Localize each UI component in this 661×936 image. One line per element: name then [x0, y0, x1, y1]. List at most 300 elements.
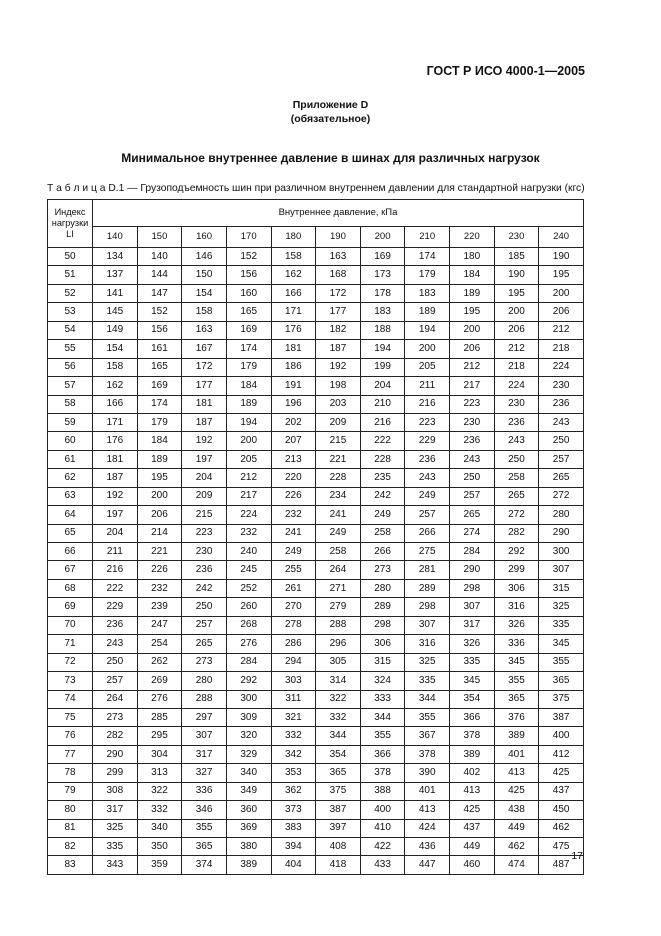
load-index-cell: 63 [48, 487, 93, 505]
load-value-cell: 249 [405, 487, 450, 505]
load-value-cell: 181 [93, 450, 138, 468]
load-value-cell: 230 [450, 413, 495, 431]
load-value-cell: 487 [539, 856, 584, 874]
load-value-cell: 437 [539, 782, 584, 800]
load-value-cell: 257 [405, 506, 450, 524]
load-value-cell: 258 [494, 469, 539, 487]
load-value-cell: 474 [494, 856, 539, 874]
load-value-cell: 294 [271, 653, 316, 671]
load-value-cell: 220 [271, 469, 316, 487]
load-value-cell: 196 [271, 395, 316, 413]
load-value-cell: 272 [539, 487, 584, 505]
load-value-cell: 205 [226, 450, 271, 468]
load-value-cell: 366 [450, 708, 495, 726]
load-value-cell: 257 [182, 616, 227, 634]
pressure-column-header: 220 [450, 227, 495, 248]
load-index-cell: 64 [48, 506, 93, 524]
load-value-cell: 206 [539, 303, 584, 321]
load-index-cell: 67 [48, 561, 93, 579]
load-value-cell: 400 [360, 801, 405, 819]
load-value-cell: 355 [539, 653, 584, 671]
load-value-cell: 389 [226, 856, 271, 874]
load-value-cell: 394 [271, 838, 316, 856]
load-index-cell: 51 [48, 266, 93, 284]
load-value-cell: 144 [137, 266, 182, 284]
load-value-cell: 184 [450, 266, 495, 284]
load-value-cell: 266 [405, 524, 450, 542]
load-value-cell: 168 [316, 266, 361, 284]
load-value-cell: 308 [93, 782, 138, 800]
load-index-cell: 70 [48, 616, 93, 634]
load-value-cell: 178 [360, 284, 405, 302]
load-value-cell: 449 [494, 819, 539, 837]
load-value-cell: 217 [450, 377, 495, 395]
load-value-cell: 176 [93, 432, 138, 450]
table-row [48, 266, 584, 284]
load-value-cell: 215 [316, 432, 361, 450]
load-value-cell: 177 [316, 303, 361, 321]
load-value-cell: 152 [226, 248, 271, 266]
load-value-cell: 257 [450, 487, 495, 505]
load-value-cell: 383 [271, 819, 316, 837]
load-value-cell: 224 [226, 506, 271, 524]
load-value-cell: 199 [360, 358, 405, 376]
load-value-cell: 232 [137, 579, 182, 597]
load-value-cell: 189 [405, 303, 450, 321]
load-value-cell: 367 [405, 727, 450, 745]
load-index-cell: 72 [48, 653, 93, 671]
load-value-cell: 200 [226, 432, 271, 450]
load-value-cell: 425 [539, 764, 584, 782]
load-value-cell: 230 [182, 543, 227, 561]
load-value-cell: 425 [494, 782, 539, 800]
load-value-cell: 284 [450, 543, 495, 561]
load-value-cell: 320 [226, 727, 271, 745]
load-value-cell: 309 [226, 708, 271, 726]
pressure-column-header: 170 [226, 227, 271, 248]
load-value-cell: 374 [182, 856, 227, 874]
load-value-cell: 260 [226, 598, 271, 616]
load-value-cell: 349 [226, 782, 271, 800]
load-value-cell: 332 [316, 708, 361, 726]
table-row [48, 450, 584, 468]
load-value-cell: 250 [93, 653, 138, 671]
table-row [48, 819, 584, 837]
load-value-cell: 242 [360, 487, 405, 505]
load-value-cell: 275 [405, 543, 450, 561]
table-row [48, 801, 584, 819]
load-value-cell: 154 [93, 340, 138, 358]
load-value-cell: 195 [494, 284, 539, 302]
load-value-cell: 425 [450, 801, 495, 819]
load-index-cell: 59 [48, 413, 93, 431]
load-value-cell: 216 [405, 395, 450, 413]
load-value-cell: 354 [450, 690, 495, 708]
load-value-cell: 314 [316, 672, 361, 690]
load-value-cell: 181 [182, 395, 227, 413]
load-value-cell: 250 [182, 598, 227, 616]
load-value-cell: 365 [494, 690, 539, 708]
load-value-cell: 289 [405, 579, 450, 597]
load-value-cell: 249 [360, 506, 405, 524]
load-value-cell: 292 [226, 672, 271, 690]
load-value-cell: 412 [539, 745, 584, 763]
load-value-cell: 321 [271, 708, 316, 726]
pressure-column-header: 140 [93, 227, 138, 248]
load-value-cell: 389 [450, 745, 495, 763]
load-value-cell: 236 [405, 450, 450, 468]
load-value-cell: 346 [182, 801, 227, 819]
load-value-cell: 243 [494, 432, 539, 450]
load-index-cell: 62 [48, 469, 93, 487]
load-value-cell: 177 [182, 377, 227, 395]
load-value-cell: 213 [271, 450, 316, 468]
load-index-cell: 82 [48, 838, 93, 856]
load-value-cell: 335 [405, 672, 450, 690]
load-value-cell: 307 [182, 727, 227, 745]
load-value-cell: 475 [539, 838, 584, 856]
load-value-cell: 184 [226, 377, 271, 395]
annex-title: Приложение D [292, 99, 369, 111]
load-value-cell: 378 [450, 727, 495, 745]
table-row [48, 579, 584, 597]
page-number: 17 [571, 850, 583, 862]
load-value-cell: 388 [360, 782, 405, 800]
load-value-cell: 307 [405, 616, 450, 634]
load-index-cell: 71 [48, 635, 93, 653]
table-row [48, 598, 584, 616]
load-value-cell: 174 [137, 395, 182, 413]
load-value-cell: 322 [137, 782, 182, 800]
load-value-cell: 270 [271, 598, 316, 616]
load-value-cell: 252 [226, 579, 271, 597]
load-value-cell: 276 [137, 690, 182, 708]
load-value-cell: 140 [137, 248, 182, 266]
load-value-cell: 228 [316, 469, 361, 487]
load-value-cell: 276 [226, 635, 271, 653]
load-value-cell: 290 [93, 745, 138, 763]
table-row [48, 377, 584, 395]
load-value-cell: 288 [316, 616, 361, 634]
load-value-cell: 298 [405, 598, 450, 616]
load-value-cell: 313 [137, 764, 182, 782]
load-value-cell: 207 [271, 432, 316, 450]
load-value-cell: 306 [494, 579, 539, 597]
load-value-cell: 265 [539, 469, 584, 487]
load-value-cell: 424 [405, 819, 450, 837]
load-value-cell: 436 [405, 838, 450, 856]
load-value-cell: 205 [405, 358, 450, 376]
load-value-cell: 204 [182, 469, 227, 487]
load-value-cell: 179 [137, 413, 182, 431]
load-value-cell: 298 [450, 579, 495, 597]
load-value-cell: 303 [271, 672, 316, 690]
load-value-cell: 174 [226, 340, 271, 358]
load-value-cell: 389 [494, 727, 539, 745]
load-value-cell: 166 [271, 284, 316, 302]
load-value-cell: 449 [450, 838, 495, 856]
load-value-cell: 229 [405, 432, 450, 450]
table-row [48, 358, 584, 376]
load-value-cell: 278 [271, 616, 316, 634]
load-value-cell: 249 [316, 524, 361, 542]
load-value-cell: 224 [539, 358, 584, 376]
load-value-cell: 292 [494, 543, 539, 561]
load-index-cell: 76 [48, 727, 93, 745]
load-value-cell: 250 [450, 469, 495, 487]
load-value-cell: 192 [93, 487, 138, 505]
annex-status: (обязательное) [290, 113, 371, 125]
load-value-cell: 353 [271, 764, 316, 782]
table-row [48, 432, 584, 450]
load-value-cell: 437 [450, 819, 495, 837]
load-value-cell: 413 [405, 801, 450, 819]
load-value-cell: 355 [494, 672, 539, 690]
load-value-cell: 336 [182, 782, 227, 800]
load-value-cell: 281 [405, 561, 450, 579]
load-value-cell: 316 [405, 635, 450, 653]
load-value-cell: 147 [137, 284, 182, 302]
load-value-cell: 345 [539, 635, 584, 653]
table-row [48, 321, 584, 339]
load-value-cell: 187 [93, 469, 138, 487]
load-value-cell: 284 [226, 653, 271, 671]
load-value-cell: 149 [93, 321, 138, 339]
load-value-cell: 282 [494, 524, 539, 542]
table-row [48, 635, 584, 653]
load-value-cell: 186 [271, 358, 316, 376]
load-value-cell: 169 [360, 248, 405, 266]
load-value-cell: 236 [539, 395, 584, 413]
load-value-cell: 156 [226, 266, 271, 284]
load-value-cell: 195 [539, 266, 584, 284]
load-index-cell: 57 [48, 377, 93, 395]
load-capacity-table [47, 199, 584, 875]
load-value-cell: 183 [405, 284, 450, 302]
table-row [48, 745, 584, 763]
load-value-cell: 375 [316, 782, 361, 800]
load-value-cell: 365 [182, 838, 227, 856]
load-value-cell: 176 [271, 321, 316, 339]
table-row [48, 543, 584, 561]
load-value-cell: 221 [316, 450, 361, 468]
load-value-cell: 265 [182, 635, 227, 653]
table-row [48, 506, 584, 524]
table-row [48, 413, 584, 431]
load-value-cell: 343 [93, 856, 138, 874]
load-value-cell: 171 [93, 413, 138, 431]
load-value-cell: 365 [539, 672, 584, 690]
load-value-cell: 226 [271, 487, 316, 505]
table-row [48, 340, 584, 358]
load-value-cell: 460 [450, 856, 495, 874]
load-value-cell: 327 [182, 764, 227, 782]
load-value-cell: 202 [271, 413, 316, 431]
load-index-cell: 73 [48, 672, 93, 690]
load-value-cell: 210 [360, 395, 405, 413]
load-value-cell: 211 [93, 543, 138, 561]
load-index-cell: 52 [48, 284, 93, 302]
load-value-cell: 200 [405, 340, 450, 358]
load-index-cell: 68 [48, 579, 93, 597]
load-value-cell: 317 [182, 745, 227, 763]
load-value-cell: 209 [316, 413, 361, 431]
load-value-cell: 402 [450, 764, 495, 782]
load-value-cell: 200 [539, 284, 584, 302]
load-value-cell: 335 [93, 838, 138, 856]
load-value-cell: 378 [360, 764, 405, 782]
load-index-cell: 69 [48, 598, 93, 616]
load-value-cell: 185 [494, 248, 539, 266]
load-value-cell: 179 [226, 358, 271, 376]
load-value-cell: 212 [494, 340, 539, 358]
load-value-cell: 200 [494, 303, 539, 321]
load-value-cell: 418 [316, 856, 361, 874]
index-header-line: нагрузки [51, 218, 89, 228]
section-title: Минимальное внутреннее давление в шинах для различных нагрузок [121, 151, 540, 165]
table-row [48, 782, 584, 800]
table-body [48, 248, 584, 875]
load-value-cell: 462 [539, 819, 584, 837]
load-value-cell: 366 [360, 745, 405, 763]
load-value-cell: 311 [271, 690, 316, 708]
load-value-cell: 387 [539, 708, 584, 726]
load-value-cell: 344 [316, 727, 361, 745]
load-value-cell: 369 [226, 819, 271, 837]
load-value-cell: 191 [271, 377, 316, 395]
load-value-cell: 137 [93, 266, 138, 284]
load-value-cell: 211 [405, 377, 450, 395]
table-row [48, 561, 584, 579]
load-value-cell: 180 [450, 248, 495, 266]
load-value-cell: 378 [405, 745, 450, 763]
load-value-cell: 326 [494, 616, 539, 634]
load-value-cell: 273 [182, 653, 227, 671]
load-value-cell: 325 [93, 819, 138, 837]
load-value-cell: 154 [182, 284, 227, 302]
table-row [48, 303, 584, 321]
load-value-cell: 344 [405, 690, 450, 708]
load-value-cell: 345 [494, 653, 539, 671]
load-value-cell: 340 [137, 819, 182, 837]
load-value-cell: 433 [360, 856, 405, 874]
load-value-cell: 166 [93, 395, 138, 413]
load-value-cell: 230 [539, 377, 584, 395]
load-value-cell: 373 [271, 801, 316, 819]
load-value-cell: 195 [450, 303, 495, 321]
load-value-cell: 192 [182, 432, 227, 450]
load-value-cell: 333 [360, 690, 405, 708]
load-value-cell: 254 [137, 635, 182, 653]
load-value-cell: 162 [93, 377, 138, 395]
load-index-cell: 79 [48, 782, 93, 800]
load-value-cell: 250 [539, 432, 584, 450]
load-value-cell: 297 [182, 708, 227, 726]
load-value-cell: 134 [93, 248, 138, 266]
table-row [48, 395, 584, 413]
load-value-cell: 173 [360, 266, 405, 284]
load-value-cell: 167 [182, 340, 227, 358]
load-value-cell: 163 [182, 321, 227, 339]
pressure-column-header: 150 [137, 227, 182, 248]
table-row [48, 653, 584, 671]
load-value-cell: 380 [226, 838, 271, 856]
load-value-cell: 204 [93, 524, 138, 542]
load-value-cell: 390 [405, 764, 450, 782]
load-value-cell: 332 [137, 801, 182, 819]
load-value-cell: 243 [93, 635, 138, 653]
load-value-cell: 344 [360, 708, 405, 726]
load-index-cell: 83 [48, 856, 93, 874]
load-value-cell: 190 [539, 248, 584, 266]
load-value-cell: 376 [494, 708, 539, 726]
load-value-cell: 265 [494, 487, 539, 505]
table-row [48, 856, 584, 874]
load-value-cell: 401 [405, 782, 450, 800]
load-value-cell: 304 [137, 745, 182, 763]
load-value-cell: 285 [137, 708, 182, 726]
load-value-cell: 206 [450, 340, 495, 358]
load-value-cell: 236 [494, 413, 539, 431]
load-value-cell: 223 [182, 524, 227, 542]
load-value-cell: 215 [182, 506, 227, 524]
load-value-cell: 165 [137, 358, 182, 376]
load-index-cell: 66 [48, 543, 93, 561]
load-value-cell: 179 [405, 266, 450, 284]
load-value-cell: 184 [137, 432, 182, 450]
load-value-cell: 362 [271, 782, 316, 800]
load-value-cell: 226 [137, 561, 182, 579]
load-value-cell: 355 [360, 727, 405, 745]
load-value-cell: 325 [405, 653, 450, 671]
load-value-cell: 316 [494, 598, 539, 616]
table-head [48, 200, 584, 248]
load-value-cell: 355 [182, 819, 227, 837]
load-value-cell: 422 [360, 838, 405, 856]
load-value-cell: 230 [494, 395, 539, 413]
load-value-cell: 234 [316, 487, 361, 505]
pressure-column-header: 190 [316, 227, 361, 248]
load-index-cell: 81 [48, 819, 93, 837]
load-value-cell: 161 [137, 340, 182, 358]
pressure-column-header: 160 [182, 227, 227, 248]
load-value-cell: 229 [93, 598, 138, 616]
load-value-cell: 315 [360, 653, 405, 671]
load-value-cell: 182 [316, 321, 361, 339]
load-value-cell: 169 [137, 377, 182, 395]
table-row [48, 690, 584, 708]
load-value-cell: 243 [450, 450, 495, 468]
load-value-cell: 190 [494, 266, 539, 284]
load-value-cell: 324 [360, 672, 405, 690]
load-value-cell: 146 [182, 248, 227, 266]
load-value-cell: 172 [316, 284, 361, 302]
load-value-cell: 194 [226, 413, 271, 431]
table-row [48, 248, 584, 266]
table-row [48, 284, 584, 302]
load-value-cell: 189 [137, 450, 182, 468]
load-value-cell: 241 [316, 506, 361, 524]
load-index-cell: 75 [48, 708, 93, 726]
load-value-cell: 360 [226, 801, 271, 819]
load-value-cell: 200 [450, 321, 495, 339]
load-value-cell: 375 [539, 690, 584, 708]
load-value-cell: 245 [226, 561, 271, 579]
load-value-cell: 326 [450, 635, 495, 653]
load-value-cell: 158 [271, 248, 316, 266]
load-value-cell: 236 [450, 432, 495, 450]
load-index-cell: 53 [48, 303, 93, 321]
